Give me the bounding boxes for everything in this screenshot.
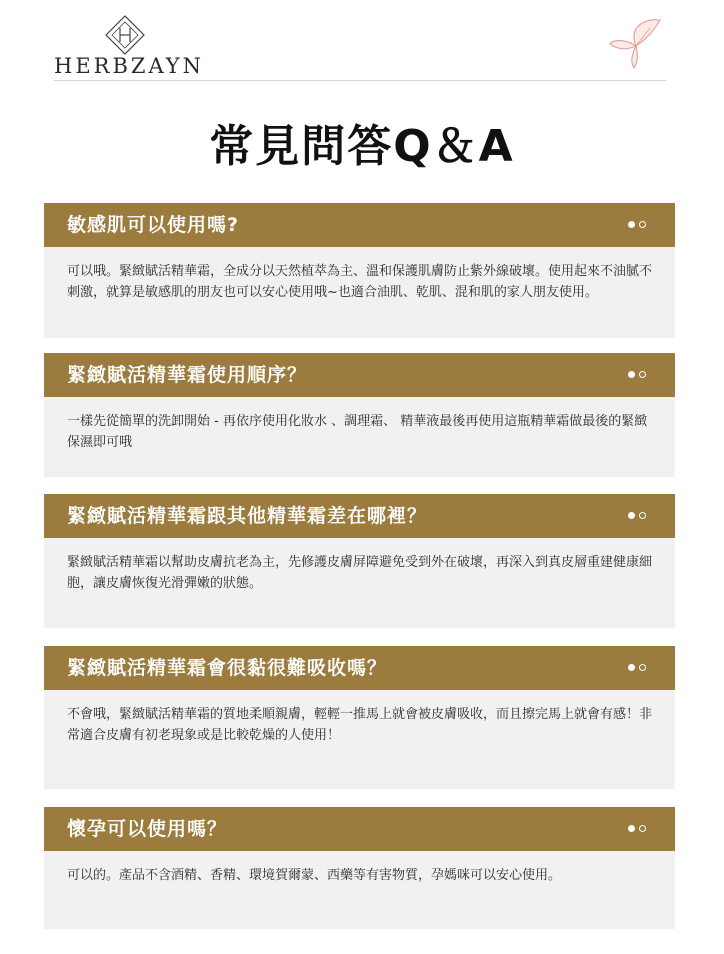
header-divider (54, 80, 666, 81)
faq-item (44, 494, 675, 628)
faq-question: 緊緻賦活精華霜跟其他精華霜差在哪裡？ (67, 505, 428, 527)
faq-answer: 一樣先從簡單的洗卸開始 - 再依序使用化妝水 、調理霜、 精華液最後再使用這瓶精華霜做最後的緊緻保濕即可哦 (44, 397, 675, 477)
dots-icon (624, 371, 646, 380)
faq-question-bar (44, 494, 675, 538)
brand-name: HERBZAYN (54, 54, 205, 78)
faq-question-bar (44, 353, 675, 397)
butterfly-icon (606, 14, 666, 74)
faq-item (44, 203, 675, 338)
dots-icon (624, 512, 646, 521)
diamond-monogram-icon (105, 15, 145, 55)
dots-icon (624, 664, 646, 673)
dots-icon (624, 221, 646, 230)
faq-question: 緊緻賦活精華霜會很黏很難吸收嗎？ (67, 657, 388, 679)
faq-question: 緊緻賦活精華霜使用順序？ (67, 364, 308, 386)
faq-answer: 可以哦。緊緻賦活精華霜，全成分以天然植萃為主、溫和保護肌膚防止紫外線破壞。使用起來不油膩不刺激，就算是敏感肌的朋友也可以安心使用哦~也適合油肌、乾肌、混和肌的家人朋友使用。 (44, 247, 675, 338)
page-title: 常見問答Q＆A (209, 121, 515, 172)
faq-answer: 不會哦，緊緻賦活精華霜的質地柔順親膚，輕輕一推馬上就會被皮膚吸收，而且擦完馬上就會有感！非常適合皮膚有初老現象或是比較乾燥的人使用！ (44, 690, 675, 789)
dots-icon (624, 825, 646, 834)
faq-item (44, 807, 675, 929)
faq-question-bar (44, 203, 675, 247)
faq-item (44, 353, 675, 477)
faq-question-bar (44, 807, 675, 851)
faq-answer: 緊緻賦活精華霜以幫助皮膚抗老為主，先修護皮膚屏障避免受到外在破壞，再深入到真皮層重建健康細胞，讓皮膚恢復光滑彈嫩的狀態。 (44, 538, 675, 628)
faq-answer: 可以的。產品不含酒精、香精、環境賀爾蒙、西藥等有害物質，孕媽咪可以安心使用。 (44, 851, 675, 929)
faq-question: 敏感肌可以使用嗎? (67, 214, 240, 236)
faq-item (44, 646, 675, 789)
faq-question-bar (44, 646, 675, 690)
faq-question: 懷孕可以使用嗎？ (67, 818, 228, 840)
header (0, 0, 724, 82)
